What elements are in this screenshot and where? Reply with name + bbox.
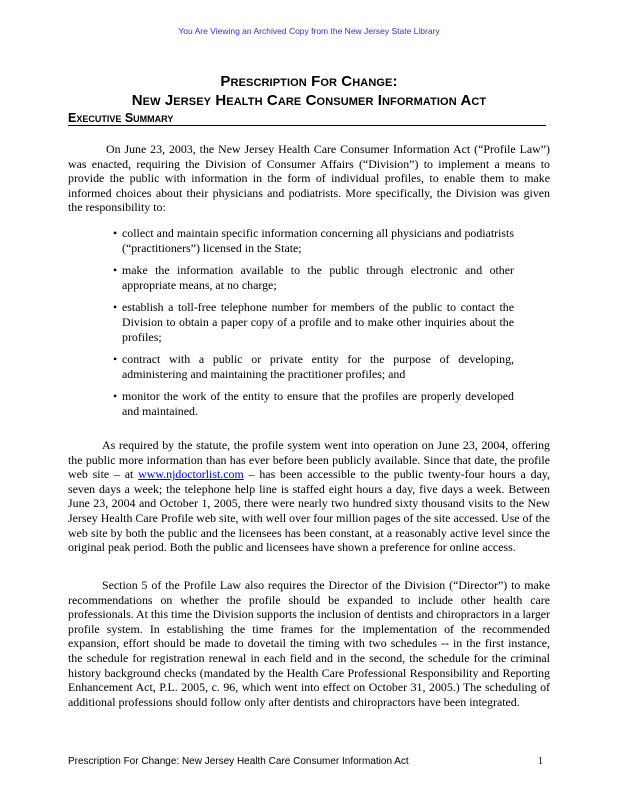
section-heading-text: Executive Summary (68, 111, 179, 125)
archive-banner: You Are Viewing an Archived Copy from the New Jersey State Library (178, 26, 440, 36)
list-item: • collect and maintain specific information concerning all physicians and podiatrists (“practitioners”) licensed in the State; (113, 226, 514, 255)
list-item: • contract with a public or private entity for the purpose of developing, administering and maintaining the practitioner profiles; and (113, 352, 514, 381)
bullet-icon: • (113, 226, 118, 240)
intro-paragraph: On June 23, 2003, the New Jersey Health Care Consumer Information Act (“Profile Law”) was enacted, requiring the Division of Consumer Affairs (“Division”) to implement a means to provide the public with information in the form of individual profiles, to enable them to make informed choices about their physicians and podiatrists. More specifically, the Division was given the responsibility to: (68, 142, 550, 215)
document-title-line1: Prescription For Change: (220, 73, 398, 90)
page-number: 1 (538, 756, 543, 767)
list-item: • establish a toll-free telephone number for members of the public to contact the Division to obtain a paper copy of a profile and to make other inquiries about the profiles; (113, 300, 514, 344)
expansion-paragraph: Section 5 of the Profile Law also requires the Director of the Division (“Director”) to make recommendations on whether the profile should be expanded to include other health care professionals. At this time the Division supports the inclusion of dentists and chiropractors in a larger profile system. In establishing the time frames for the implementation of the recommended expansion, effort should be made to dovetail the timing with two schedules -- in the first instance, the schedule for registration renewal in each field and in the second, the schedule for the criminal history background checks (mandated by the Health Care Professional Responsibility and Reporting Enhancement Act, P.L. 2005, c. 96, which went into effect on October 31, 2005.) The scheduling of additional professions should follow only after dentists and chiropractors have been integrated. (68, 578, 550, 709)
responsibility-list (113, 226, 514, 427)
document-title-line2: New Jersey Health Care Consumer Information Act (131, 92, 487, 109)
operation-paragraph: As required by the statute, the profile system went into operation on June 23, 2004, offering the public more information than has ever before been publicly available. Since that date, the profile web site – at www.njdoctorlist.com – has been accessible to the public twenty-four hours a day, seven days a week; the telephone help line is staffed eight hours a day, five days a week. Between June 23, 2004 and October 1, 2005, there were nearly two hundred sixty thousand visits to the New Jersey Health Care Profile web site, with well over four million pages of the site accessed. Use of the web site by both the public and the licensees has been constant, at a reasonably active level since the original peak period. Both the public and licensees have shown a preference for online access. (68, 438, 550, 555)
profile-website-link[interactable]: www.njdoctorlist.com (138, 467, 244, 482)
list-item: • monitor the work of the entity to ensure that the profiles are properly developed and maintained. (113, 389, 514, 418)
list-item: • make the information available to the public through electronic and other appropriate means, at no charge; (113, 263, 514, 292)
footer-title: Prescription For Change: New Jersey Health Care Consumer Information Act (68, 756, 409, 767)
bullet-icon: • (113, 300, 118, 315)
section-heading (68, 110, 546, 126)
bullet-icon: • (113, 263, 118, 278)
bullet-icon: • (113, 389, 118, 404)
bullet-icon: • (113, 352, 118, 367)
